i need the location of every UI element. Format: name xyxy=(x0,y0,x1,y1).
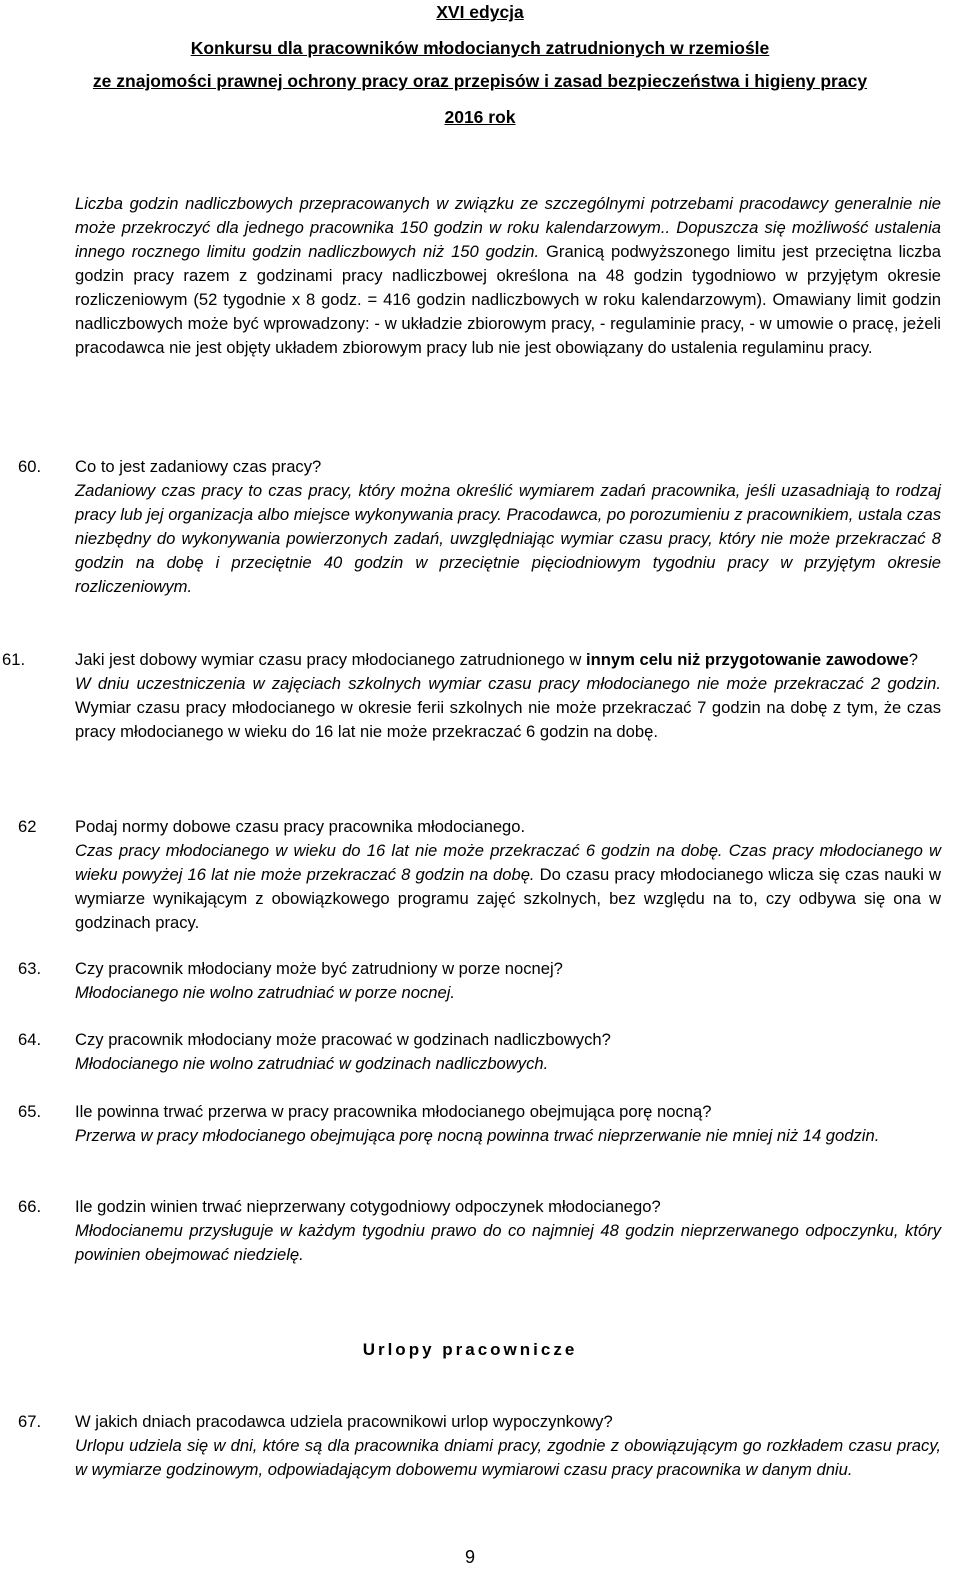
question-text: Co to jest zadaniowy czas pracy? xyxy=(75,457,322,476)
question-text: Jaki jest dobowy wymiar czasu pracy młodocianego zatrudnionego w innym celu niż przygotowanie zawodowe? xyxy=(75,650,918,669)
answer-text: Zadaniowy czas pracy to czas pracy, który można określić wymiarem zadań pracownika, jeśli uzasadniają to rodzaj pracy lub jej organizacja albo miejsce wykonywania pracy. Pracodawca, po porozumieniu z pracownikiem, ustala czas niezbędny do wykonywania powierzonych zadań, uwzględniając wymiar czasu pracy, który nie może przekraczać 8 godzin na dobę i przeciętnie 40 godzin w przeciętnie pięciodniowym tygodniu pracy w przyjętym okresie rozliczeniowym. xyxy=(75,481,941,596)
question-number: 67. xyxy=(18,1412,42,1431)
question-number: 61. xyxy=(2,650,26,669)
question-text: W jakich dniach pracodawca udziela pracownikowi urlop wypoczynkowy? xyxy=(75,1412,613,1431)
page-number: 9 xyxy=(464,1547,475,1567)
question-number: 64. xyxy=(18,1030,42,1049)
question-number: 63. xyxy=(18,959,42,978)
answer-text: Młodocianego nie wolno zatrudniać w godzinach nadliczbowych. xyxy=(75,1054,549,1073)
intro-paragraph xyxy=(75,192,941,360)
question-emphasis: innym celu niż przygotowanie zawodowe xyxy=(585,650,909,669)
answer-text: Przerwa w pracy młodocianego obejmująca porę nocną powinna trwać nieprzerwanie nie mniej niż 14 godzin. xyxy=(75,1126,880,1145)
answer-text: Młodocianego nie wolno zatrudniać w porze nocnej. xyxy=(75,983,456,1002)
edition-title: XVI edycja xyxy=(436,2,524,22)
intro-italic-text: Liczba godzin nadliczbowych przepracowanych w związku ze szczególnymi potrzebami pracodawcy generalnie nie może przekroczyć dla jednego pracownika 150 godzin w roku kalendarzowym.. Dopuszcza się możliwość ustalenia innego rocznego limitu godzin nadliczbowych niż 150 godzin. xyxy=(75,194,941,261)
question-text: Czy pracownik młodociany może pracować w godzinach nadliczbowych? xyxy=(75,1030,611,1049)
answer-text: Urlopu udziela się w dni, które są dla pracownika dniami pracy, zgodnie z obowiązującym go rozkładem czasu pracy, w wymiarze godzinowym, odpowiadającym dobowemu wymiarowi czasu pracy pracownika w danym dniu. xyxy=(75,1436,941,1479)
question-number: 60. xyxy=(18,457,42,476)
question-number: 66. xyxy=(18,1197,42,1216)
contest-year: 2016 rok xyxy=(444,107,516,127)
question-number: 65. xyxy=(18,1102,42,1121)
answer-text: W dniu uczestniczenia w zajęciach szkolnych wymiar czasu pracy młodocianego nie może przekraczać 2 godzin. Wymiar czasu pracy młodocianego w okresie ferii szkolnych nie może przekraczać 7 godzin na dobę z tym, że czas pracy młodocianego w wieku do 16 lat nie może przekraczać 6 godzin na dobę. xyxy=(75,674,941,741)
answer-text: Czas pracy młodocianego w wieku do 16 lat nie może przekraczać 6 godzin na dobę. Czas pracy młodocianego w wieku powyżej 16 lat nie może przekraczać 8 godzin na dobę. Do czasu pracy młodocianego wlicza się czas nauki w wymiarze wynikającym z obowiązkowego programu zajęć szkolnych, bez względu na to, czy odbywa się ona w godzinach pracy. xyxy=(75,841,941,932)
question-text: Ile godzin winien trwać nieprzerwany cotygodniowy odpoczynek młodocianego? xyxy=(75,1197,661,1216)
question-number: 62 xyxy=(18,817,37,836)
section-heading: Urlopy pracownicze xyxy=(362,1340,578,1359)
question-text: Czy pracownik młodociany może być zatrudniony w porze nocnej? xyxy=(75,959,563,978)
question-text: Ile powinna trwać przerwa w pracy pracownika młodocianego obejmująca porę nocną? xyxy=(75,1102,712,1121)
question-text: Podaj normy dobowe czasu pracy pracownika młodocianego. xyxy=(75,817,526,836)
contest-title: Konkursu dla pracowników młodocianych zatrudnionych w rzemiośle xyxy=(190,38,770,58)
answer-text: Młodocianemu przysługuje w każdym tygodniu prawo do co najmniej 48 godzin nieprzerwanego odpoczynku, który powinien obejmować niedzielę. xyxy=(75,1221,941,1264)
contest-subtitle: ze znajomości prawnej ochrony pracy oraz przepisów i zasad bezpieczeństwa i higieny pracy xyxy=(92,71,868,91)
intro-plain-text: Granicą podwyższonego limitu jest przeciętna liczba godzin pracy razem z godzinami pracy nadliczbowej określona na 48 godzin tygodniowo w przyjętym okresie rozliczeniowym (52 tygodnie x 8 godz. = 416 godzin nadliczbowych w roku kalendarzowym). Omawiany limit godzin nadliczbowych może być wprowadzony: - w układzie zbiorowym pracy, - regulaminie pracy, - w umowie o pracę, jeżeli pracodawca nie jest objęty układem zbiorowym pracy lub nie jest obowiązany do ustalenia regulaminu pracy. xyxy=(75,242,941,357)
